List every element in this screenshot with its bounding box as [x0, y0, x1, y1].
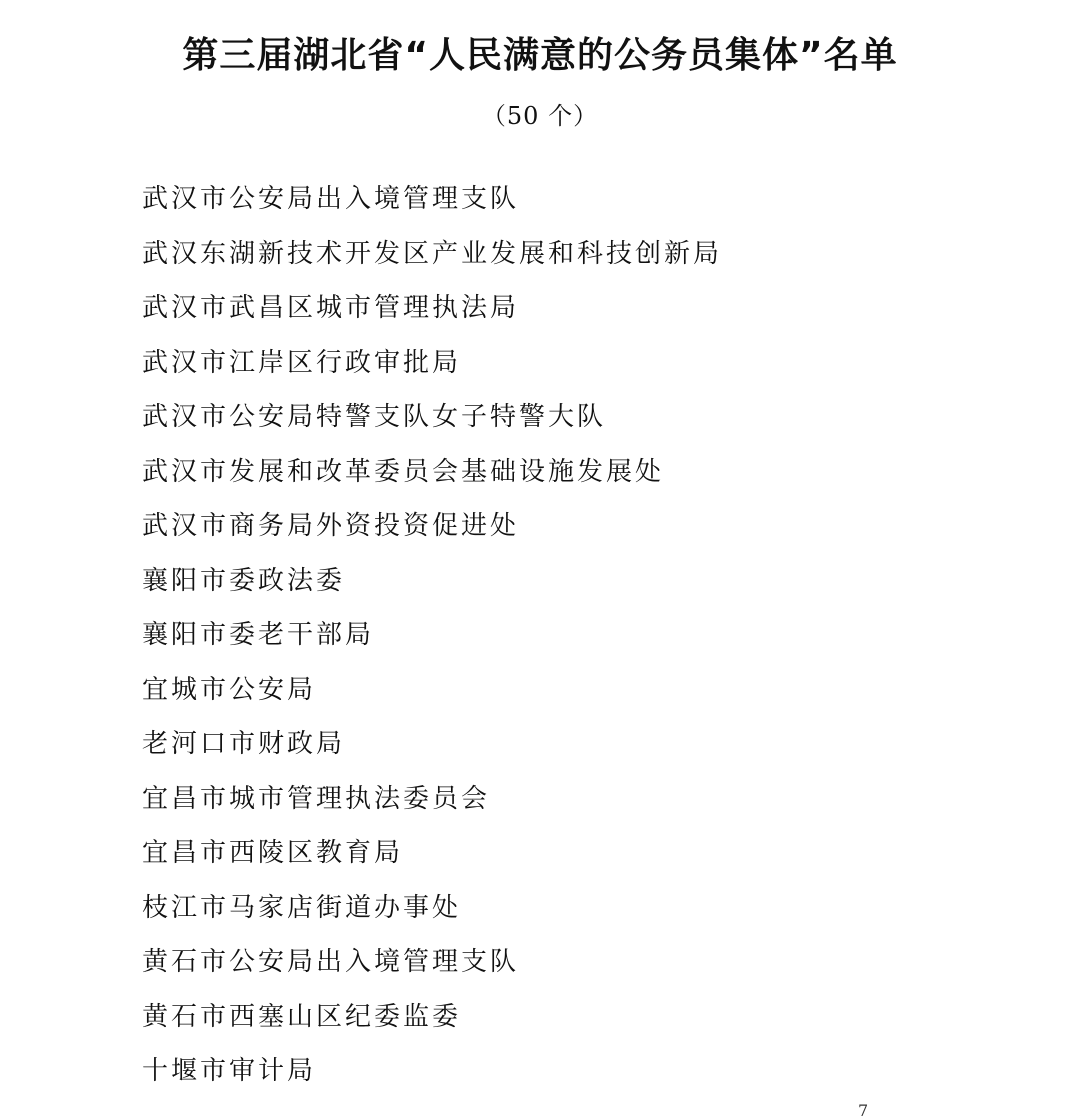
list-item: 枝江市马家店街道办事处 — [142, 892, 462, 923]
list-item: 宜城市公安局 — [142, 674, 317, 705]
list-item: 武汉市发展和改革委员会基础设施发展处 — [142, 456, 665, 487]
list-item: 十堰市审计局 — [142, 1056, 317, 1086]
name-list — [142, 172, 722, 1099]
list-item: 襄阳市委政法委 — [142, 565, 346, 596]
list-item: 宜昌市城市管理执法委员会 — [142, 783, 491, 814]
page-number: 7 — [858, 1101, 869, 1120]
list-item: 黄石市西塞山区纪委监委 — [142, 1001, 462, 1032]
list-item: 老河口市财政局 — [142, 729, 346, 759]
list-item: 武汉市公安局出入境管理支队 — [142, 184, 520, 214]
list-item: 襄阳市委老干部局 — [142, 620, 375, 650]
list-item: 武汉市武昌区城市管理执法局 — [142, 293, 520, 323]
count-subtitle: （50 个） — [481, 102, 599, 130]
list-item: 武汉市商务局外资投资促进处 — [142, 511, 520, 541]
list-item: 宜昌市西陵区教育局 — [142, 838, 404, 868]
list-item: 黄石市公安局出入境管理支队 — [142, 947, 520, 977]
list-item: 武汉市公安局特警支队女子特警大队 — [142, 402, 607, 432]
page-title: 第三届湖北省“人民满意的公务员集体”名单 — [182, 35, 898, 76]
list-item: 武汉市江岸区行政审批局 — [142, 347, 462, 378]
list-item: 武汉东湖新技术开发区产业发展和科技创新局 — [142, 238, 723, 269]
